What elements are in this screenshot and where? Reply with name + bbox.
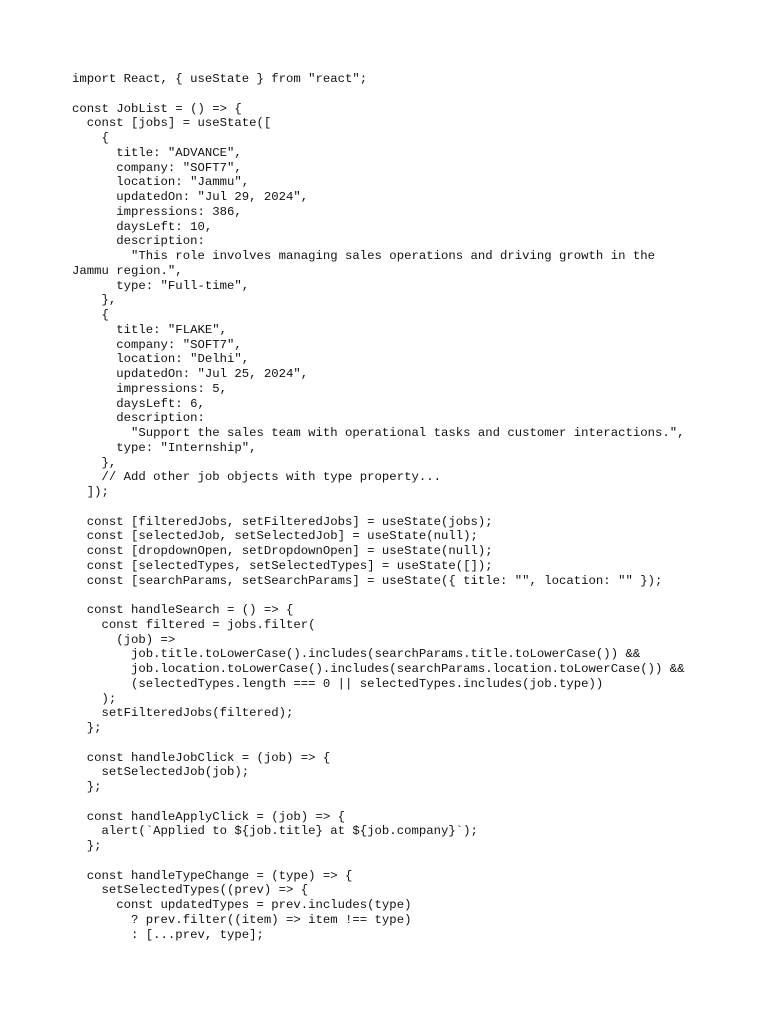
code-line: const [jobs] = useState([ <box>72 116 272 131</box>
code-line: const handleTypeChange = (type) => { <box>72 868 353 883</box>
code-line: }, <box>72 455 117 470</box>
code-line: daysLeft: 10, <box>72 219 213 234</box>
code-line: const [dropdownOpen, setDropdownOpen] = useState(null); <box>72 544 493 558</box>
code-line: ); <box>72 691 117 706</box>
code-line: }; <box>72 780 102 794</box>
code-line: description: <box>72 234 205 249</box>
code-line: title: "ADVANCE", <box>72 145 242 160</box>
code-line: alert(`Applied to ${job.title} at ${job.company}`); <box>72 824 478 839</box>
code-line <box>72 500 752 515</box>
code-line <box>72 87 752 102</box>
code-line: }, <box>72 293 117 308</box>
code-line: // Add other job objects with type property... <box>72 470 441 485</box>
code-line: ? prev.filter((item) => item !== type) <box>72 912 412 927</box>
code-line: impressions: 386, <box>72 204 242 219</box>
code-line: impressions: 5, <box>72 381 227 396</box>
code-line: company: "SOFT7", <box>72 337 242 352</box>
code-line: title: "FLAKE", <box>72 322 227 337</box>
code-line: import React, { useState } from "react"; <box>72 72 368 86</box>
code-line: daysLeft: 6, <box>72 396 205 411</box>
code-line: setSelectedTypes((prev) => { <box>72 883 309 898</box>
code-line: location: "Delhi", <box>72 352 250 367</box>
code-line: type: "Internship", <box>72 440 257 455</box>
code-line: const [searchParams, setSearchParams] = useState({ title: "", location: "" }); <box>72 573 663 588</box>
code-line: company: "SOFT7", <box>72 160 242 175</box>
code-line: { <box>72 131 109 145</box>
code-line: setSelectedJob(job); <box>72 765 250 780</box>
code-line <box>72 854 752 869</box>
code-line: const handleApplyClick = (job) => { <box>72 809 346 824</box>
code-line: job.title.toLowerCase().includes(searchParams.title.toLowerCase()) && <box>72 647 641 662</box>
code-line: (selectedTypes.length === 0 || selectedTypes.includes(job.type)) <box>72 676 604 691</box>
code-line: { <box>72 308 109 322</box>
code-line: const filtered = jobs.filter( <box>72 617 316 632</box>
code-line: const [selectedTypes, setSelectedTypes] = useState([]); <box>72 558 493 573</box>
code-line: updatedOn: "Jul 25, 2024", <box>72 367 309 381</box>
code-line: ]); <box>72 485 109 499</box>
code-line: "This role involves managing sales operations and driving growth in the <box>72 249 655 263</box>
code-line: (job) => <box>72 632 176 647</box>
code-line: : [...prev, type]; <box>72 927 264 942</box>
code-line: const updatedTypes = prev.includes(type) <box>72 898 412 912</box>
code-line: location: "Jammu", <box>72 175 250 190</box>
code-line: type: "Full-time", <box>72 278 250 293</box>
code-line: const JobList = () => { <box>72 101 242 116</box>
code-line: const [selectedJob, setSelectedJob] = useState(null); <box>72 529 478 544</box>
code-line: setFilteredJobs(filtered); <box>72 706 294 721</box>
code-line: Jammu region.", <box>72 263 183 278</box>
code-line: "Support the sales team with operational tasks and customer interactions.", <box>72 426 685 440</box>
code-line <box>72 795 752 810</box>
code-line: const [filteredJobs, setFilteredJobs] = useState(jobs); <box>72 514 493 529</box>
code-line: job.location.toLowerCase().includes(searchParams.location.toLowerCase()) && <box>72 662 685 676</box>
code-line: updatedOn: "Jul 29, 2024", <box>72 190 309 204</box>
code-line <box>72 736 752 751</box>
code-listing <box>72 72 752 942</box>
code-line: }; <box>72 721 102 735</box>
code-line: }; <box>72 839 102 853</box>
code-line: const handleJobClick = (job) => { <box>72 750 331 765</box>
code-line: description: <box>72 411 205 426</box>
code-line <box>72 588 752 603</box>
code-line: const handleSearch = () => { <box>72 603 294 617</box>
